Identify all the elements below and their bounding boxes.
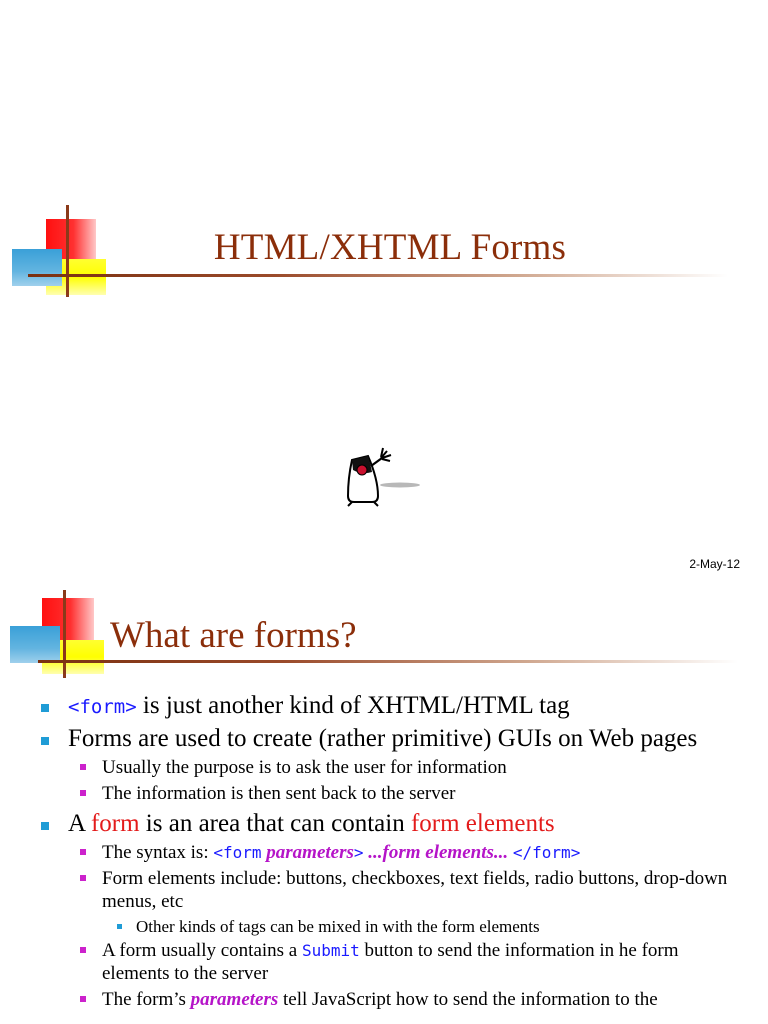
list-item <box>0 939 768 985</box>
code-text: > <box>353 843 364 862</box>
highlight-text: form <box>90 810 140 837</box>
title-decoration-blocks <box>10 590 110 678</box>
list-item <box>0 723 768 754</box>
code-text: </form> <box>512 843 581 862</box>
list-item <box>0 988 768 1011</box>
bullet-text: Forms are used to create (rather primitive) GUIs on Web pages <box>68 725 698 752</box>
list-item <box>0 690 768 723</box>
list-item <box>0 808 768 839</box>
bullet-text: A form usually contains a <box>102 940 302 961</box>
bullet-text: is an area that can contain <box>139 810 411 837</box>
bullet-text: Other kinds of tags can be mixed in with the form elements <box>136 917 540 936</box>
bullet-text: A <box>68 810 91 837</box>
bullet-text: The information is then sent back to the server <box>102 783 456 804</box>
slide-date: 2-May-12 <box>689 557 740 571</box>
slide-title: What are forms? <box>110 615 357 656</box>
bullet-text: is just another kind of XHTML/HTML tag <box>136 692 570 719</box>
parameter-text: parameters <box>261 842 354 863</box>
bullet-text: The syntax is: <box>102 842 214 863</box>
code-text: <form <box>213 843 262 862</box>
parameter-text: parameters <box>190 989 279 1010</box>
bullet-text: button to send the information in he form elements to the server <box>102 940 679 984</box>
slide-title: HTML/XHTML Forms <box>213 227 567 268</box>
list-item <box>0 782 768 805</box>
duke-mascot-icon <box>338 444 428 508</box>
bullet-list <box>0 690 768 1014</box>
bullet-text: Usually the purpose is to ask the user for information <box>102 757 507 778</box>
highlight-text: form elements <box>410 810 555 837</box>
list-item <box>0 916 768 937</box>
list-item <box>0 867 768 913</box>
title-underline <box>28 274 728 277</box>
bullet-text: The form’s <box>102 989 191 1010</box>
code-text: <form> <box>68 696 137 718</box>
blue-block <box>10 626 60 663</box>
list-item <box>0 756 768 779</box>
parameter-text: ...form elements... <box>363 842 513 863</box>
bullet-text: Form elements include: buttons, checkboxes, text fields, radio buttons, drop-down menus, etc <box>102 868 728 912</box>
list-item <box>0 841 768 864</box>
title-underline <box>38 660 738 663</box>
decoration-vertical-line <box>63 590 66 678</box>
code-text: Submit <box>302 941 360 960</box>
bullet-text: tell JavaScript how to send the information to the <box>278 989 658 1010</box>
